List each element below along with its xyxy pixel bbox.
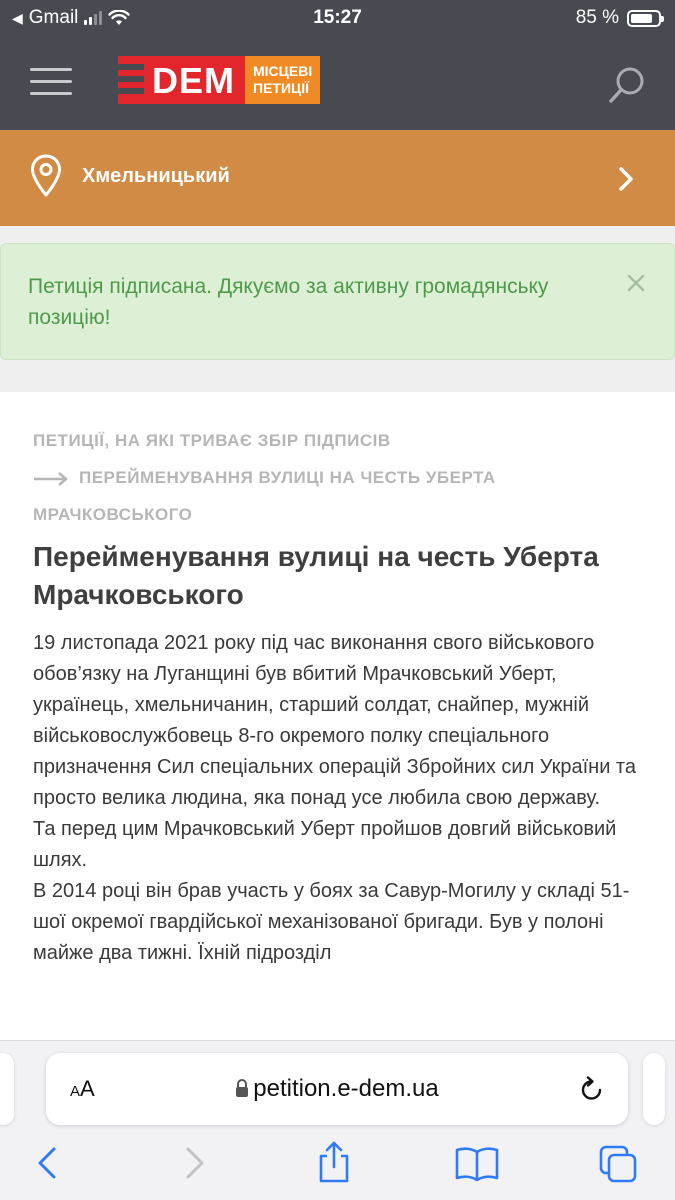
aa-large: A <box>80 1076 95 1101</box>
url-display[interactable] <box>46 1075 628 1103</box>
back-icon[interactable] <box>36 1146 58 1180</box>
logo-line-2: ПЕТИЦІЇ <box>253 80 309 96</box>
tabs-icon[interactable] <box>598 1144 638 1184</box>
logo-dem-text: DEM <box>152 60 235 101</box>
lock-icon <box>235 1078 249 1098</box>
arrow-right-icon <box>33 472 69 486</box>
logo-dem-block <box>118 56 245 104</box>
success-alert <box>0 243 675 360</box>
back-arrow-icon: ◀ <box>12 9 23 26</box>
search-icon[interactable] <box>606 64 648 106</box>
site-header <box>0 36 675 130</box>
breadcrumb-current <box>33 459 633 533</box>
hamburger-menu-icon[interactable] <box>30 68 72 98</box>
petition-paragraph: 19 листопада 2021 року під час виконання свого військового обов’язку на Луганщині був вбитий Мрачковський Уберт, українець, хмельничанин, старший солдат, снайпер, мужній військовослужбовець 8-го окремого полку спеціального призначення Сил спеціальних операцій Збройних сил України та просто велика людина, яка понад усе любила свою державу. <box>33 632 636 809</box>
e-dem-logo[interactable] <box>118 56 320 104</box>
reload-icon[interactable] <box>578 1075 606 1103</box>
alert-message: Петиція підписана. Дякуємо за активну громадянську позицію! <box>28 275 549 329</box>
back-app-label: Gmail <box>28 7 79 28</box>
location-pin-icon <box>30 154 62 198</box>
petition-title: Перейменування вулиці на честь Уберта Мрачковського <box>33 541 599 610</box>
city-selector[interactable] <box>0 130 675 226</box>
battery-percent: 85 % <box>575 7 619 28</box>
breadcrumb-parent[interactable]: ПЕТИЦІЇ, НА ЯКІ ТРИВАЄ ЗБІР ПІДПИСІВ <box>33 431 391 450</box>
battery-icon <box>627 10 661 27</box>
chevron-right-icon <box>616 166 636 192</box>
aa-small: A <box>70 1083 81 1100</box>
breadcrumb-current-label: ПЕРЕЙМЕНУВАННЯ ВУЛИЦІ НА ЧЕСТЬ УБЕРТА МРАЧКОВСЬКОГО <box>33 468 496 524</box>
status-time: 15:27 <box>313 7 362 28</box>
petition-paragraph: В 2014 році він брав участь у боях за Савур-Могилу у складі 51-шої окремої гвардійської механізованої бригади. Був у полоні майже два тижні. Їхній підрозділ <box>33 880 630 964</box>
close-icon[interactable] <box>626 273 646 293</box>
status-bar <box>0 0 675 36</box>
city-name: Хмельницький <box>82 165 230 187</box>
petition-body <box>33 628 643 969</box>
petition-paragraph: Та перед цим Мрачковський Уберт пройшов довгий військовий шлях. <box>33 818 617 871</box>
next-tab-peek[interactable] <box>643 1053 665 1125</box>
bookmarks-icon[interactable] <box>455 1146 499 1182</box>
address-bar[interactable] <box>46 1053 628 1125</box>
forward-icon[interactable] <box>184 1146 206 1180</box>
logo-subtitle <box>245 56 320 104</box>
url-text: petition.e-dem.ua <box>253 1075 439 1102</box>
petition-card <box>0 392 675 1052</box>
share-icon[interactable] <box>316 1140 352 1184</box>
logo-line-1: МІСЦЕВІ <box>253 63 313 79</box>
logo-stripes <box>118 64 144 100</box>
previous-tab-peek[interactable] <box>0 1053 14 1125</box>
